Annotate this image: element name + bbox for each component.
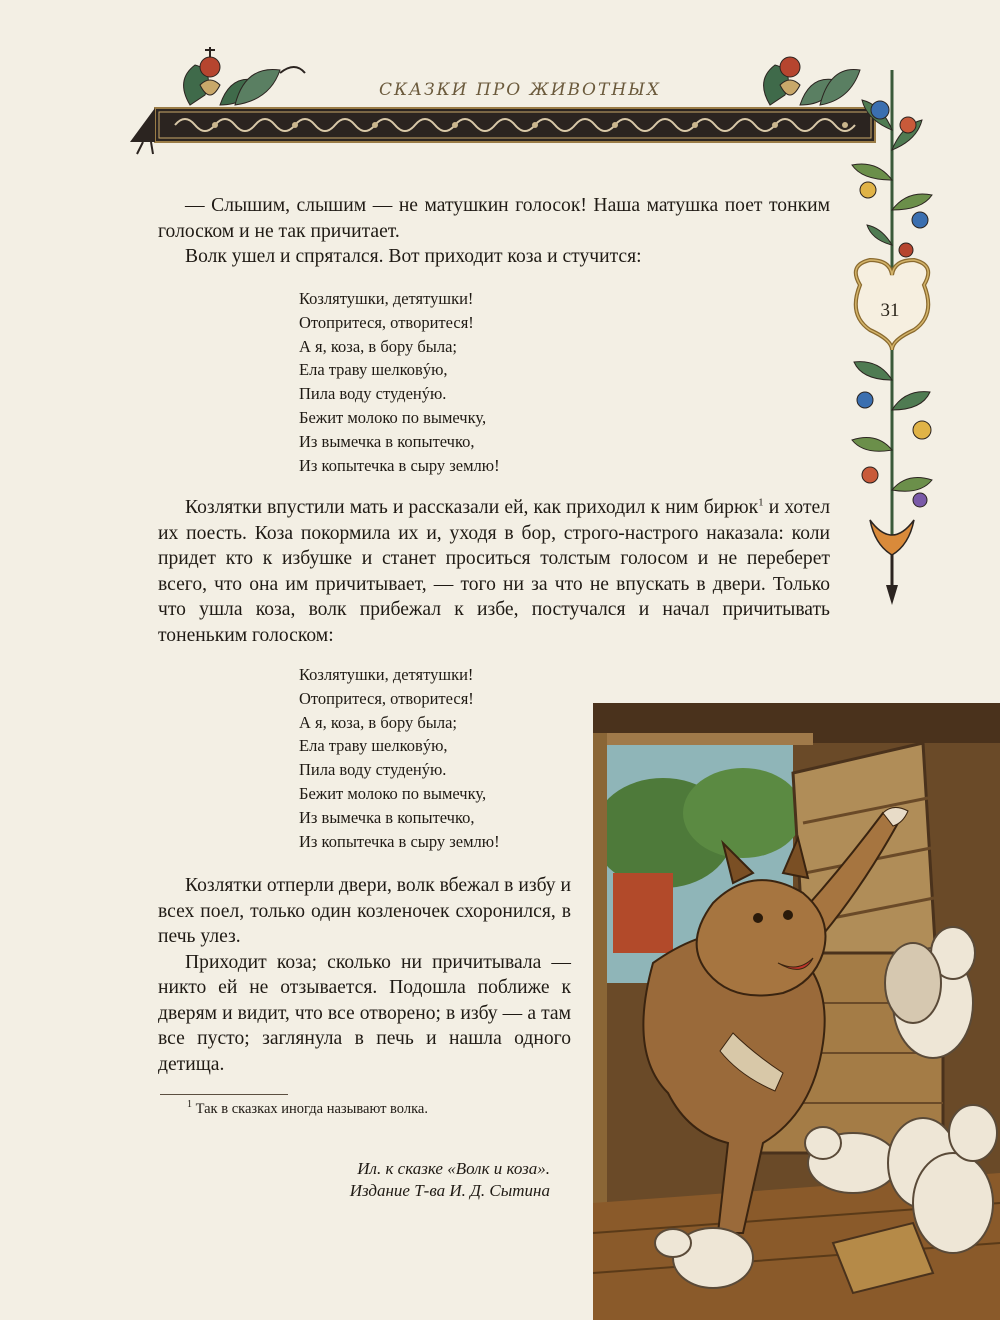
verse-line: Из вымечка в копытечко,: [299, 431, 475, 451]
verse-line: Из копытечка в сыру землю!: [299, 831, 500, 851]
verse-line: Отопритеся, отворитеся!: [299, 688, 474, 708]
verse-line: Пила воду студенýю.: [299, 384, 447, 404]
caption-line: Издание Т-ва И. Д. Сытина: [349, 1181, 550, 1200]
footnote-mark: 1: [187, 1099, 192, 1111]
verse-block: [299, 287, 500, 477]
verse-line: Ела траву шелковýю,: [299, 360, 448, 380]
paragraph-text: и хотел их поесть. Коза покормила их и, уходя в бор, строго-настрого наказала: коли придет кто к избушке и станет проситься толстым голосом и не переберет всего, что она им причитывает, — того ни за что не впускать в двери. Только что ушла коза, волк прибежал к избе, постучался и начал причитывать тоненьким голоском:: [158, 497, 830, 646]
verse-line: Отопритеся, отворитеся!: [299, 312, 474, 332]
verse-line: А я, коза, в бору была;: [299, 336, 457, 356]
text-block-middle: [158, 495, 830, 648]
paragraph-text: Козлятки впустили мать и рассказали ей, как приходил к ним бирюк: [185, 497, 759, 518]
paragraph: Волк ушел и спрятался. Вот приходит коза и стучится:: [185, 246, 642, 267]
footnote: [187, 1101, 428, 1118]
paragraph: Козлятки отперли двери, волк вбежал в избу и всех поел, только один козленочек схоронился, в печь улез.: [158, 875, 571, 947]
illustration-caption: [300, 1158, 550, 1202]
paragraph: — Слышим, слышим — не матушкин голосок! Наша матушка поет тонким голоском и не так причитает.: [158, 195, 830, 242]
verse-line: Пила воду студенýю.: [299, 760, 447, 780]
paragraph: [158, 495, 830, 648]
footnote-mark: 1: [758, 496, 764, 509]
caption-line: Ил. к сказке «Волк и коза».: [357, 1159, 550, 1178]
page-number: 31: [880, 300, 900, 321]
verse-line: Козлятушки, детятушки!: [299, 665, 474, 684]
illustration-wolf-and-kids: [593, 703, 1000, 1320]
verse-line: Из вымечка в копытечко,: [299, 807, 475, 827]
verse-line: А я, коза, в бору была;: [299, 712, 457, 732]
verse-line: Из копытечка в сыру землю!: [299, 455, 500, 475]
verse-line: Бежит молоко по вымечку,: [299, 783, 487, 803]
verse-line: Бежит молоко по вымечку,: [299, 407, 487, 427]
verse-line: Козлятушки, детятушки!: [299, 289, 474, 308]
floral-ornament: [840, 70, 950, 610]
running-head: СКАЗКИ ПРО ЖИВОТНЫХ: [379, 80, 661, 100]
text-block-bottom: [158, 873, 571, 1077]
verse-block: [299, 663, 500, 853]
header-ornament: [125, 40, 895, 160]
paragraph: Приходит коза; сколько ни причитывала — никто ей не отзывается. Подошла поближе к дверям и видит, что все отворено; в избу — а там все пусто; заглянула в печь и нашла одного детища.: [158, 951, 571, 1075]
footnote-text: Так в сказках иногда называют волка.: [195, 1101, 428, 1117]
verse-line: Ела траву шелковýю,: [299, 736, 448, 756]
text-block-top: [158, 193, 830, 270]
footnote-rule: [160, 1094, 288, 1095]
